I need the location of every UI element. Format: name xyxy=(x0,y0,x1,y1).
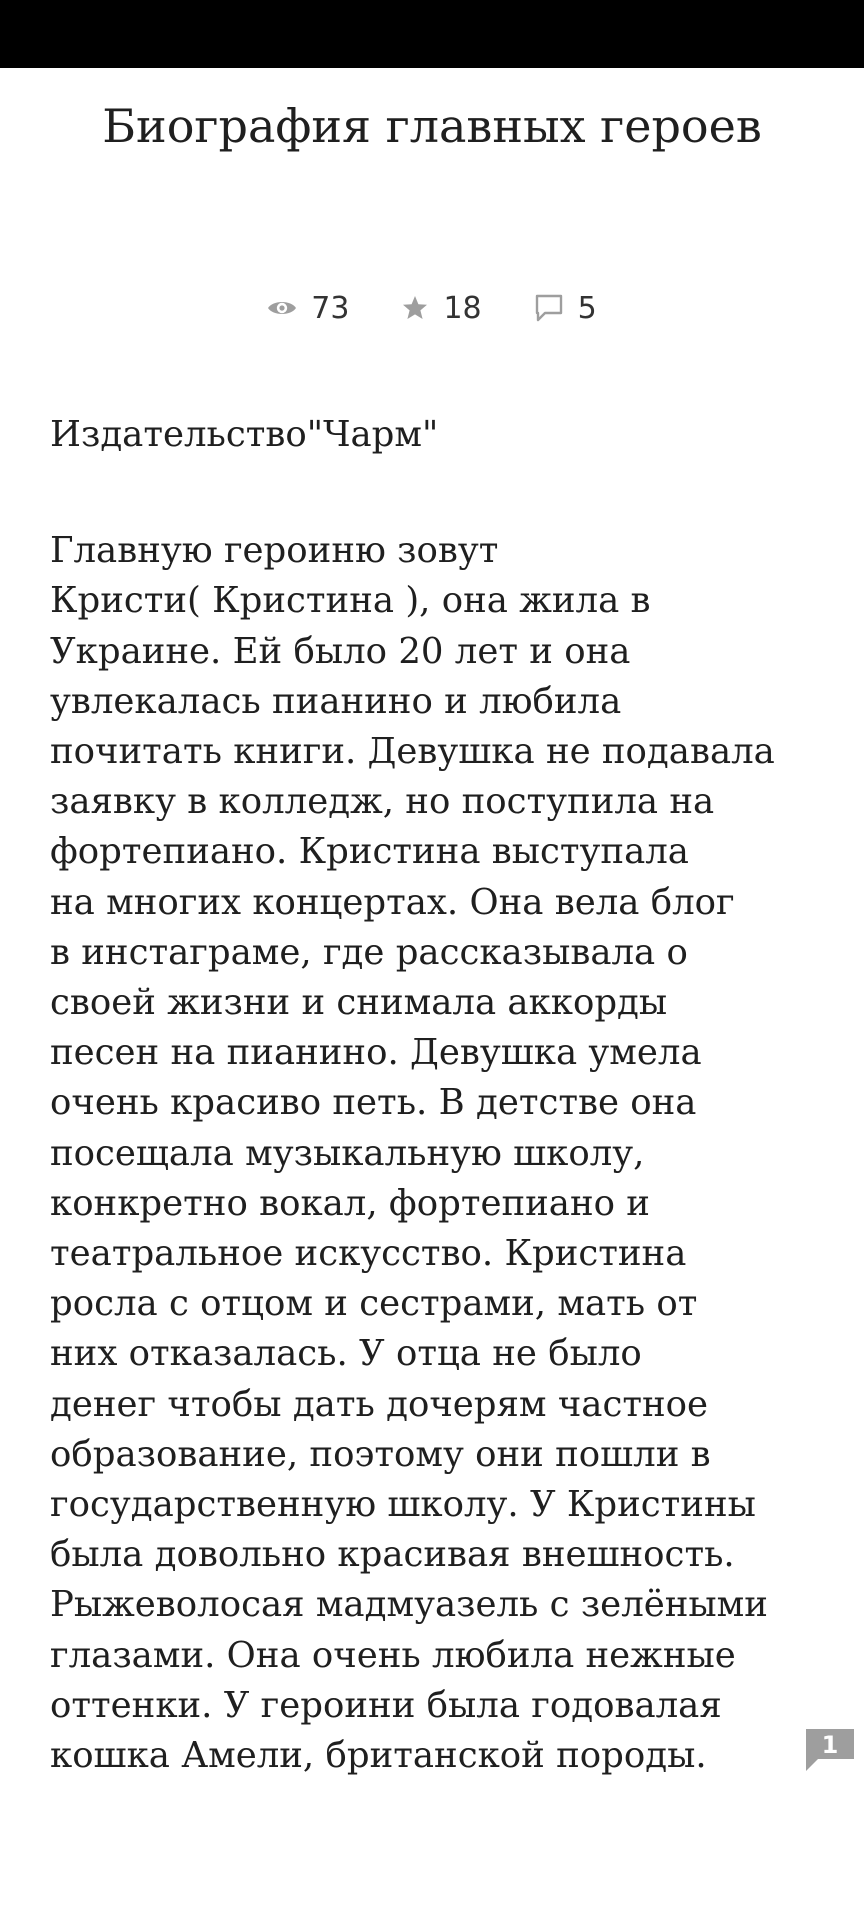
text-line: них отказалась. У отца не было xyxy=(50,1333,642,1375)
text-line: очень красиво петь. В детстве она xyxy=(50,1082,697,1124)
paragraph-comment-button[interactable] xyxy=(804,1727,856,1773)
text-line: была довольно красивая внешность. xyxy=(50,1534,735,1576)
text-line: глазами. Она очень любила нежные xyxy=(50,1634,736,1676)
chapter-stats xyxy=(0,284,864,332)
paragraph xyxy=(50,526,810,1781)
text-line: Главную героиню зовут xyxy=(50,530,499,572)
text-line: Кристи( Кристина ), она жила в xyxy=(50,580,651,622)
text-line: почитать книги. Девушка не подавала xyxy=(50,731,775,773)
paragraph-comment-count: 1 xyxy=(821,1731,839,1759)
stars-count: 18 xyxy=(443,290,482,326)
text-line: Рыжеволосая мадмуазель с зелёными xyxy=(50,1584,768,1626)
text-line: оттенки. У героини была годовалая xyxy=(50,1684,722,1726)
text-line: росла с отцом и сестрами, мать от xyxy=(50,1283,698,1325)
text-line: кошка Амели, британской породы. xyxy=(50,1735,707,1777)
text-line: образование, поэтому они пошли в xyxy=(50,1433,711,1475)
comments-stat xyxy=(534,291,597,326)
eye-icon xyxy=(267,298,297,318)
status-bar xyxy=(0,0,864,68)
publisher-line: Издательство"Чарм" xyxy=(50,414,439,455)
text-line: посещала музыкальную школу, xyxy=(50,1132,645,1174)
text-line: фортепиано. Кристина выступала xyxy=(50,831,689,873)
comments-count: 5 xyxy=(577,290,597,326)
stars-stat xyxy=(401,291,481,326)
text-line: денег чтобы дать дочерям частное xyxy=(50,1383,709,1425)
views-count: 73 xyxy=(311,290,350,326)
text-line: в инстаграме, где рассказывала о xyxy=(50,931,688,973)
text-line: Украине. Ей было 20 лет и она xyxy=(50,630,631,672)
text-line: на многих концертах. Она вела блог xyxy=(50,881,735,923)
chapter-title: Биография главных героев xyxy=(102,99,762,153)
text-line: конкретно вокал, фортепиано и xyxy=(50,1182,650,1224)
text-line: государственную школу. У Кристины xyxy=(50,1484,756,1526)
text-line: песен на пианино. Девушка умела xyxy=(50,1032,702,1074)
text-line: увлекалась пианино и любила xyxy=(50,680,622,722)
views-stat xyxy=(267,291,349,326)
star-icon xyxy=(401,294,429,322)
comment-icon xyxy=(534,293,564,323)
chapter-content xyxy=(50,410,810,1781)
text-line: театральное искусство. Кристина xyxy=(50,1233,687,1275)
text-line: заявку в колледж, но поступила на xyxy=(50,781,715,823)
text-line: своей жизни и снимала аккорды xyxy=(50,982,668,1024)
